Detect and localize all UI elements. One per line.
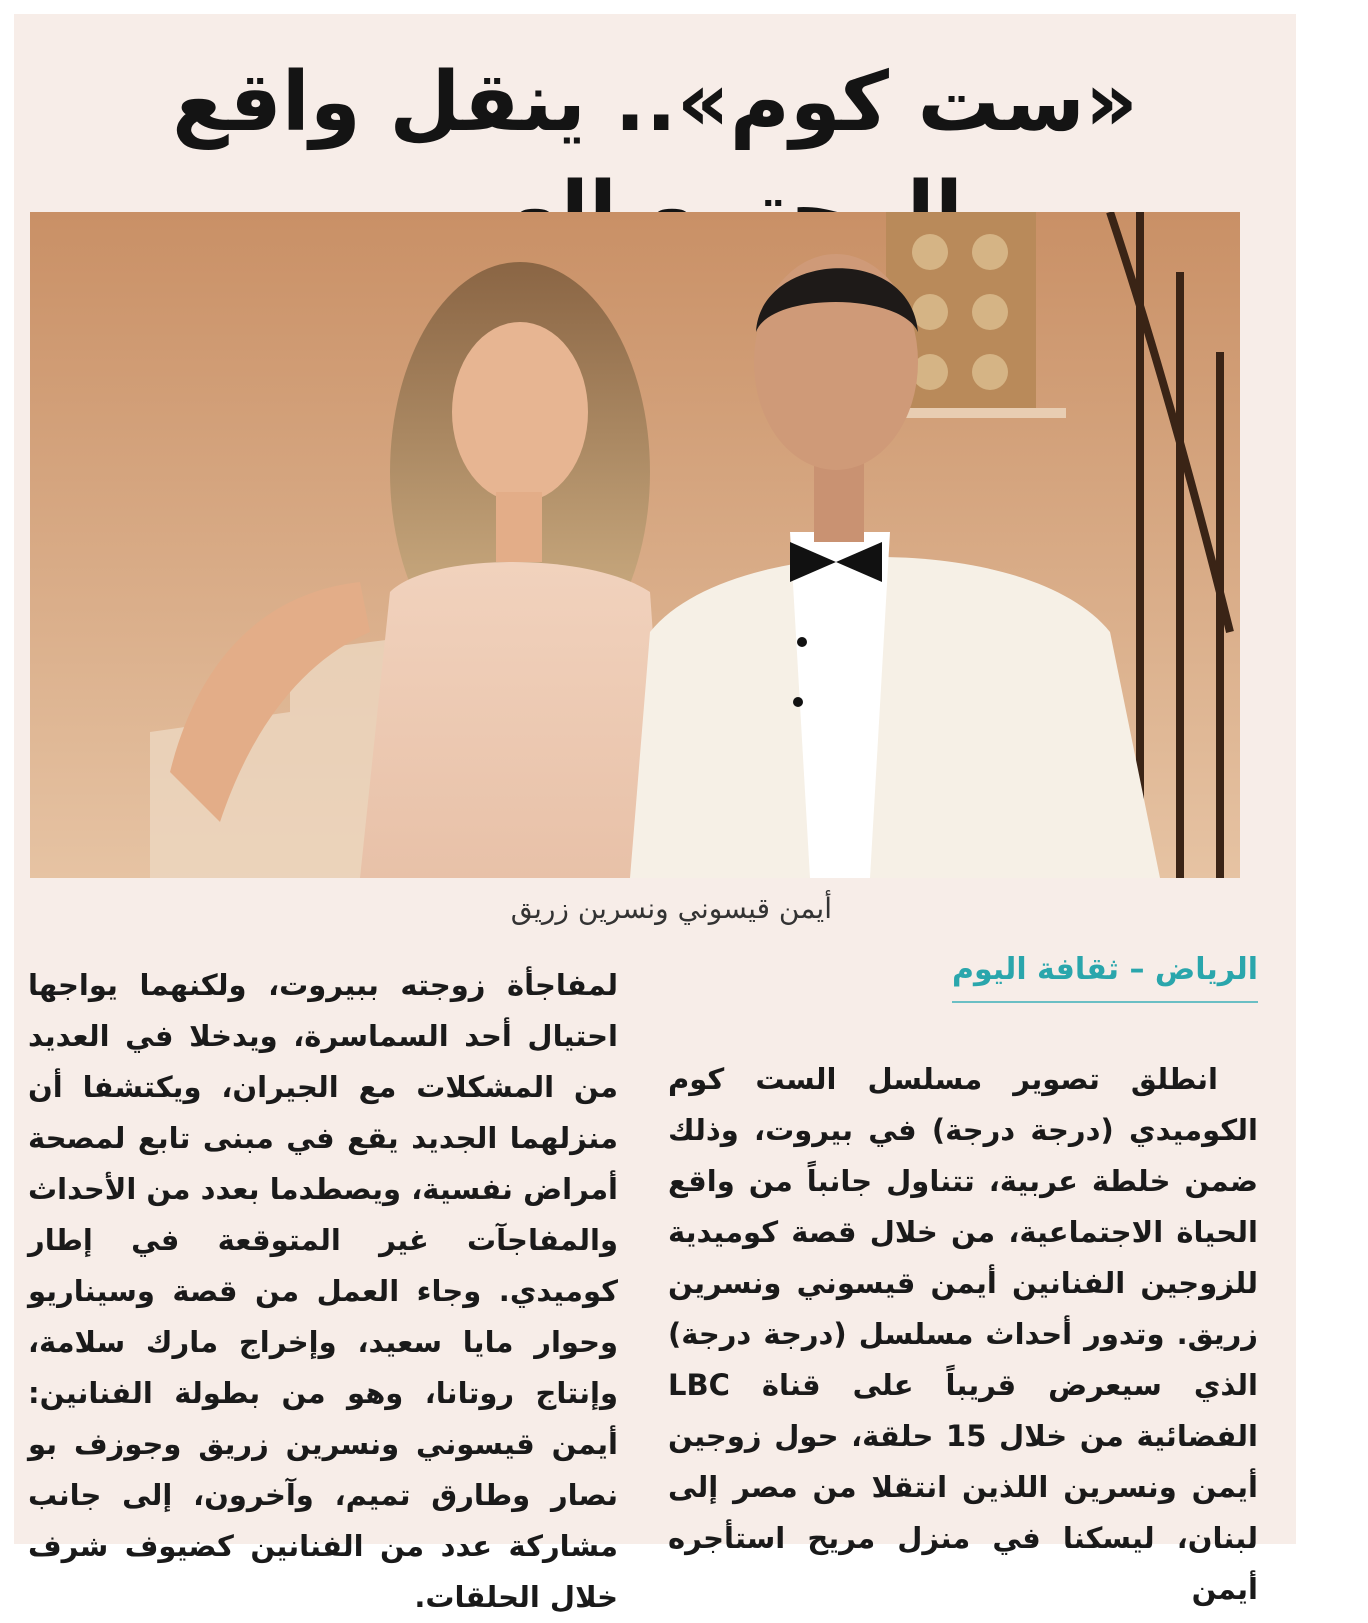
couple-photo-illustration bbox=[30, 212, 1240, 878]
headline: «ست كوم».. ينقل واقع bbox=[172, 55, 1138, 150]
photo-caption: أيمن قيسوني ونسرين زريق bbox=[510, 892, 832, 925]
article-photo bbox=[30, 212, 1240, 878]
newspaper-page bbox=[14, 14, 1296, 1614]
byline: الرياض – ثقافة اليوم bbox=[952, 952, 1258, 1003]
article-column-left: لمفاجأة زوجته ببيروت، ولكنهما يواجها احتيال أحد السماسرة، ويدخلا في العديد من المشكلات مع الجيران، ويكتشفا أن منزلهما الجديد يقع في مبنى تابع لمصحة أمراض نفسية، ويصطدما بعدد من الأحداث والمفاجآت غير المتوقعة في إطار كوميدي. وجاء العمل من قصة وسيناريو وحوار مايا سعيد، وإخراج مارك سلامة، وإنتاج روتانا، وهو من بطولة الفنانين: أيمن قيسوني ونسرين زريق وجوزف بو نصار وطارق تميم، وآخرون، إلى جانب مشاركة عدد من الفنانين كضيوف شرف خلال الحلقات. bbox=[28, 968, 618, 1614]
article-column-right: انطلق تصوير مسلسل الست كوم الكوميدي (درجة درجة) في بيروت، وذلك ضمن خلطة عربية، تتناول جانباً من واقع الحياة الاجتماعية، من خلال قصة كوميدية للزوجين الفنانين أيمن قيسوني ونسرين زريق. وتدور أحداث مسلسل (درجة درجة) الذي سيعرض قريباً على قناة LBC الفضائية من خلال 15 حلقة، حول زوجين أيمن ونسرين اللذين انتقلا من مصر إلى لبنان، ليسكنا في منزل مريح استأجره أيمن bbox=[668, 1062, 1258, 1606]
